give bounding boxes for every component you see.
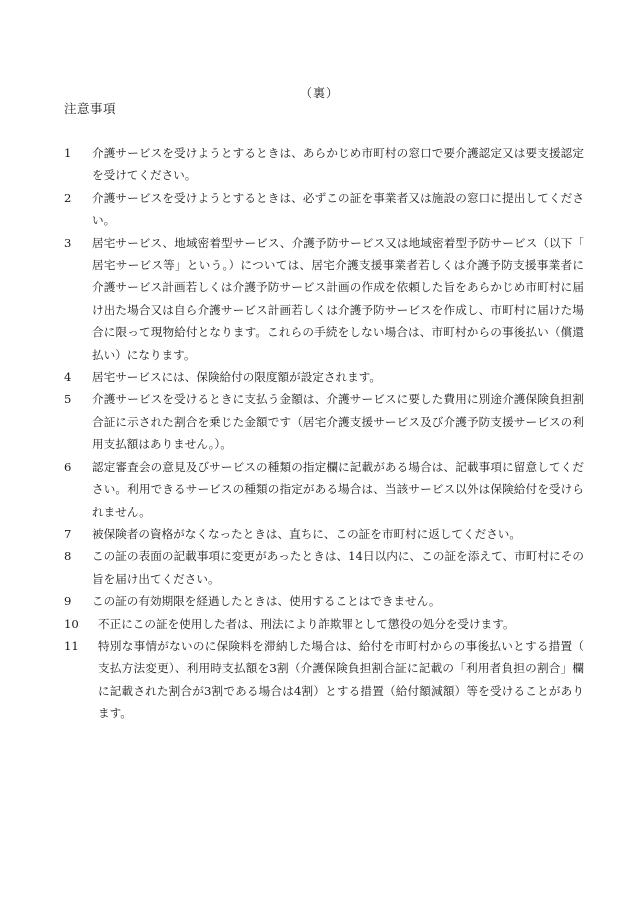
note-number: 2 bbox=[64, 190, 72, 205]
note-text: この証の表面の記載事項に変更があったときは、14日以内に、この証を添えて、市町村にその旨を届け出てください。 bbox=[92, 549, 584, 586]
note-item bbox=[64, 456, 584, 523]
note-text: 介護サービスを受けようとするときは、あらかじめ市町村の窓口で要介護認定又は要支援認定を受けてください。 bbox=[92, 146, 584, 183]
note-text: 不正にこの証を使用した者は、刑法により詐欺罪として懲役の処分を受けます。 bbox=[98, 616, 515, 631]
note-item bbox=[64, 635, 584, 725]
note-item bbox=[64, 523, 584, 545]
note-item bbox=[64, 590, 584, 612]
reverse-side-label: （裏） bbox=[300, 86, 340, 100]
note-text: 介護サービスを受けようとするときは、必ずこの証を事業者又は施設の窓口に提出してください。 bbox=[92, 190, 584, 228]
note-text: 居宅サービスには、保険給付の限度額が設定されます。 bbox=[92, 370, 381, 385]
note-number: 6 bbox=[64, 459, 72, 474]
note-item bbox=[64, 388, 584, 455]
note-number: 8 bbox=[64, 549, 72, 564]
notes-heading: 注意事項 bbox=[64, 101, 117, 116]
note-number: 1 bbox=[64, 146, 72, 160]
note-number: 5 bbox=[64, 392, 72, 407]
note-text: 特別な事情がないのに保険料を滞納した場合は、給付を市町村からの事後払いとする措置（支払方法変更）、利用時支払額を3割（介護保険負担割合証に記載の「利用者負担の割合」欄に記載された割合が3割である場合は4割）とする措置（給付額減額）等を受けることがあります。 bbox=[98, 638, 584, 721]
note-text: 居宅サービス、地域密着型サービス、介護予防サービス又は地域密着型予防サービス（以下「居宅サービス等」という。）については、居宅介護支援事業者若しくは介護予防支援事業者に介護サービス計画若しくは介護予防サービス計画の作成を依頼した旨をあらかじめ市町村に届け出た場合又は自ら介護サービス計画若しくは介護予防サービスを作成し、市町村に届けた場合に限って現物給付となります。これらの手続をしない場合は、市町村からの事後払い（償還払い）になります。 bbox=[92, 235, 584, 362]
note-text: 介護サービスを受けるときに支払う金額は、介護サービスに要した費用に別途介護保険負担割合証に示された割合を乗じた金額です（居宅介護支援サービス及び介護予防支援サービスの利用支払額はありません。）。 bbox=[92, 392, 584, 452]
note-item bbox=[64, 545, 584, 590]
note-item bbox=[64, 613, 584, 635]
note-number: 7 bbox=[64, 526, 72, 541]
note-text: この証の有効期限を経過したときは、使用することはできません。 bbox=[92, 594, 441, 609]
note-item bbox=[64, 232, 584, 366]
note-number: 4 bbox=[64, 370, 72, 385]
note-number: 11 bbox=[64, 638, 79, 653]
note-item bbox=[64, 142, 584, 187]
notes-list bbox=[64, 142, 584, 725]
note-number: 3 bbox=[64, 235, 72, 250]
note-item bbox=[64, 366, 584, 388]
note-number: 10 bbox=[64, 616, 79, 631]
note-text: 認定審査会の意見及びサービスの種類の指定欄に記載がある場合は、記載事項に留意してください。利用できるサービスの種類の指定がある場合は、当該サービス以外は保険給付を受けられません。 bbox=[92, 459, 584, 519]
note-item bbox=[64, 187, 584, 232]
note-number: 9 bbox=[64, 594, 72, 609]
note-text: 被保険者の資格がなくなったときは、直ちに、この証を市町村に返してください。 bbox=[92, 526, 521, 541]
